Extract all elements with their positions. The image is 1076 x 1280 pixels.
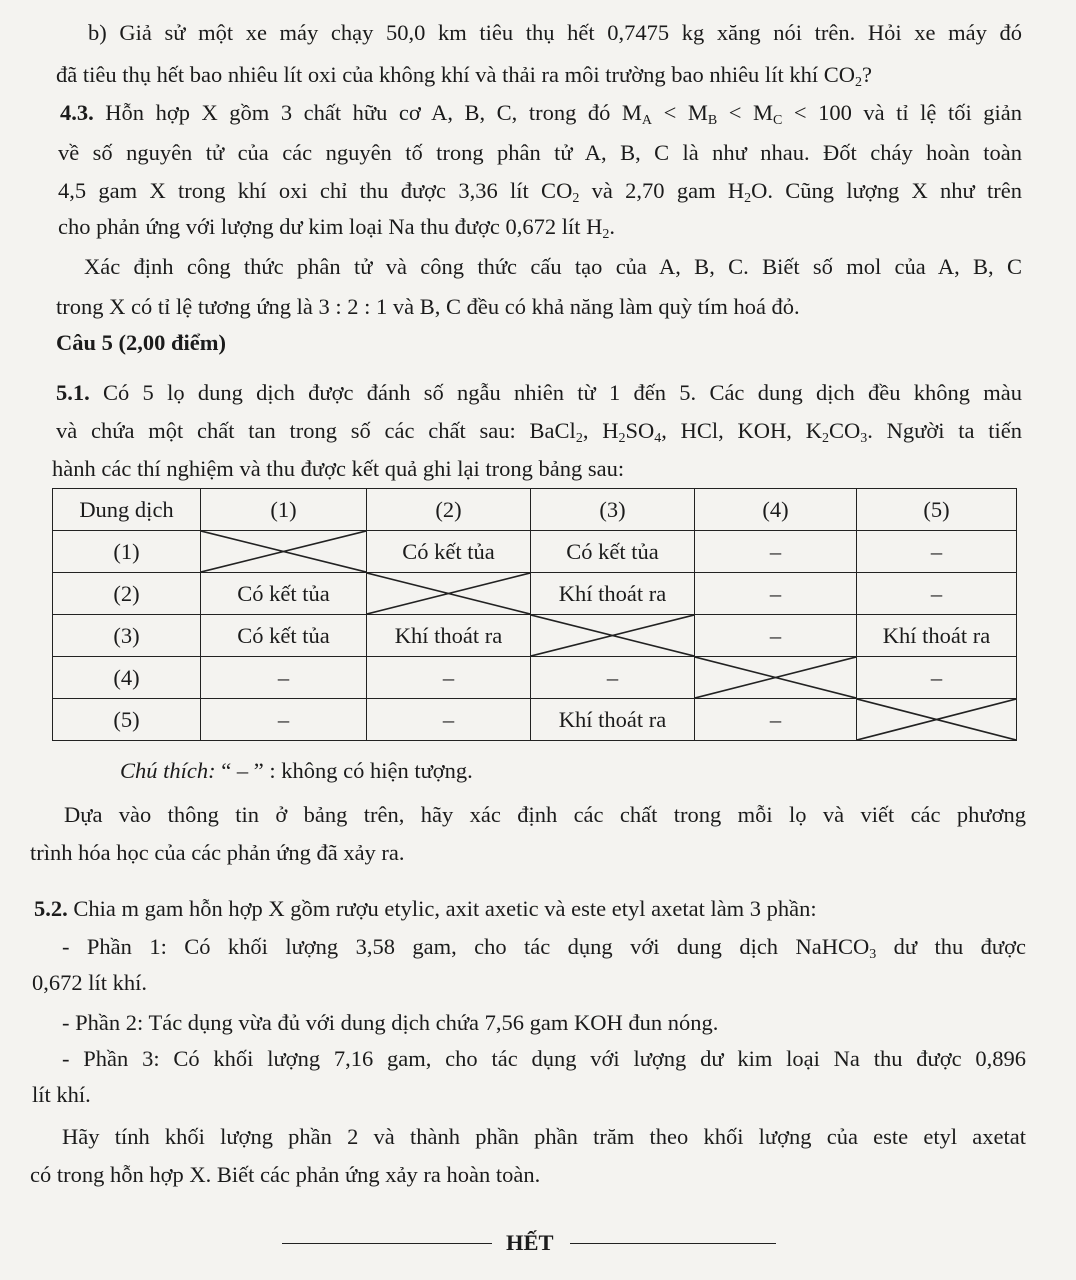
table-header-cell: (1)	[201, 489, 367, 531]
q52-part1-line1: - Phần 1: Có khối lượng 3,58 gam, cho tác dụng với dung dịch NaHCO$_3$ dư thu được	[62, 934, 1026, 962]
table-cell: –	[367, 657, 531, 699]
q52-intro: 5.2. Chia m gam hỗn hợp X gồm rượu etylic, axit axetic và este etyl axetat làm 3 phần:	[34, 896, 817, 921]
q52-task-line1: Hãy tính khối lượng phần 2 và thành phần phần trăm theo khối lượng của este etyl axetat	[62, 1124, 1026, 1149]
q51-line2: và chứa một chất tan trong số các chất sau: BaCl$_2$, $H_2SO_4$, HCl, KOH, $K_2CO_3$. Người ta tiến	[56, 418, 1022, 446]
table-header-cell: Dung dịch	[53, 489, 201, 531]
end-marker: HẾT	[506, 1230, 554, 1255]
q52-task-line2: có trong hỗn hợp X. Biết các phản ứng xảy ra hoàn toàn.	[30, 1162, 541, 1187]
table-row	[53, 531, 1017, 573]
table-cell: –	[695, 615, 857, 657]
table-cell: –	[695, 531, 857, 573]
table-header-row	[53, 489, 1017, 531]
q52-label: 5.2.	[34, 896, 68, 921]
q43-line2: về số nguyên tử của các nguyên tố trong phân tử A, B, C là như nhau. Đốt cháy hoàn toàn	[58, 140, 1022, 165]
table-cell: –	[201, 699, 367, 741]
q43-line6: trong X có tỉ lệ tương ứng là 3 : 2 : 1 và B, C đều có khả năng làm quỳ tím hoá đỏ.	[56, 294, 800, 319]
q52-part3-line1: - Phần 3: Có khối lượng 7,16 gam, cho tác dụng với lượng dư kim loại Na thu được 0,896	[62, 1046, 1026, 1071]
table-cell: (5)	[53, 699, 201, 741]
q43-line3: 4,5 gam X trong khí oxi chỉ thu được 3,36 lít $CO_2$ và 2,70 gam $H_2O$. Cũng lượng X như trên	[58, 178, 1023, 206]
table-cell: Khí thoát ra	[367, 615, 531, 657]
table-cell: Khí thoát ra	[531, 699, 695, 741]
q5-heading: Câu 5 (2,00 điểm)	[56, 330, 226, 355]
q43-label: 4.3.	[60, 100, 94, 125]
table-header-cell: (2)	[367, 489, 531, 531]
q51-task-line1: Dựa vào thông tin ở bảng trên, hãy xác định các chất trong mỗi lọ và viết các phương	[64, 802, 1026, 827]
table-cell: –	[201, 657, 367, 699]
q52-part1-line2: 0,672 lít khí.	[32, 970, 148, 995]
q43-line1: 4.3. Hỗn hợp X gồm 3 chất hữu cơ A, B, C, trong đó $M_A < M_B < M_C < 100$ và tỉ lệ tối giản	[60, 100, 1022, 128]
table-cell: Có kết tủa	[367, 531, 531, 573]
table-cell: (4)	[53, 657, 201, 699]
table-cell: Có kết tủa	[201, 615, 367, 657]
table-cell: –	[695, 573, 857, 615]
crossed-cell	[857, 699, 1017, 741]
table-cell: (1)	[53, 531, 201, 573]
table-cell: –	[531, 657, 695, 699]
q52-part2: - Phần 2: Tác dụng vừa đủ với dung dịch chứa 7,56 gam KOH đun nóng.	[62, 1010, 719, 1035]
q52-part3-line2: lít khí.	[32, 1082, 91, 1107]
table-cell: Khí thoát ra	[531, 573, 695, 615]
q42b-line1: b) Giả sử một xe máy chạy 50,0 km tiêu thụ hết 0,7475 kg xăng nói trên. Hỏi xe máy đó	[88, 20, 1022, 45]
table-cell: Có kết tủa	[531, 531, 695, 573]
table-header-cell: (3)	[531, 489, 695, 531]
table-cell: Có kết tủa	[201, 573, 367, 615]
table-row	[53, 573, 1017, 615]
q51-label: 5.1.	[56, 380, 90, 405]
crossed-cell	[201, 531, 367, 573]
table-cell: –	[695, 699, 857, 741]
crossed-cell	[531, 615, 695, 657]
q42b-line2: đã tiêu thụ hết bao nhiêu lít oxi của không khí và thải ra môi trường bao nhiêu lít khí $CO_2$?	[56, 62, 872, 90]
table-cell: Khí thoát ra	[857, 615, 1017, 657]
crossed-cell	[695, 657, 857, 699]
table-row	[53, 615, 1017, 657]
footer-rule-left	[282, 1243, 492, 1244]
table-row	[53, 699, 1017, 741]
q51-line1: 5.1. Có 5 lọ dung dịch được đánh số ngẫu nhiên từ 1 đến 5. Các dung dịch đều không màu	[56, 380, 1022, 405]
table-header-cell: (5)	[857, 489, 1017, 531]
table-header-cell: (4)	[695, 489, 857, 531]
q43-line5: Xác định công thức phân tử và công thức cấu tạo của A, B, C. Biết số mol của A, B, C	[84, 254, 1022, 279]
table-cell: –	[367, 699, 531, 741]
q51-task-line2: trình hóa học của các phản ứng đã xảy ra.	[30, 840, 405, 865]
crossed-cell	[367, 573, 531, 615]
table-cell: –	[857, 573, 1017, 615]
table-row	[53, 657, 1017, 699]
q43-line4: cho phản ứng với lượng dư kim loại Na thu được 0,672 lít $H_2$.	[58, 214, 616, 242]
table-cell: –	[857, 531, 1017, 573]
q51-line3: hành các thí nghiệm và thu được kết quả ghi lại trong bảng sau:	[52, 456, 625, 481]
experiment-table	[52, 488, 1017, 741]
table-cell: (2)	[53, 573, 201, 615]
footer-rule-right	[570, 1243, 776, 1244]
table-note: Chú thích: “ – ” : không có hiện tượng.	[120, 758, 473, 783]
table-cell: (3)	[53, 615, 201, 657]
table-cell: –	[857, 657, 1017, 699]
